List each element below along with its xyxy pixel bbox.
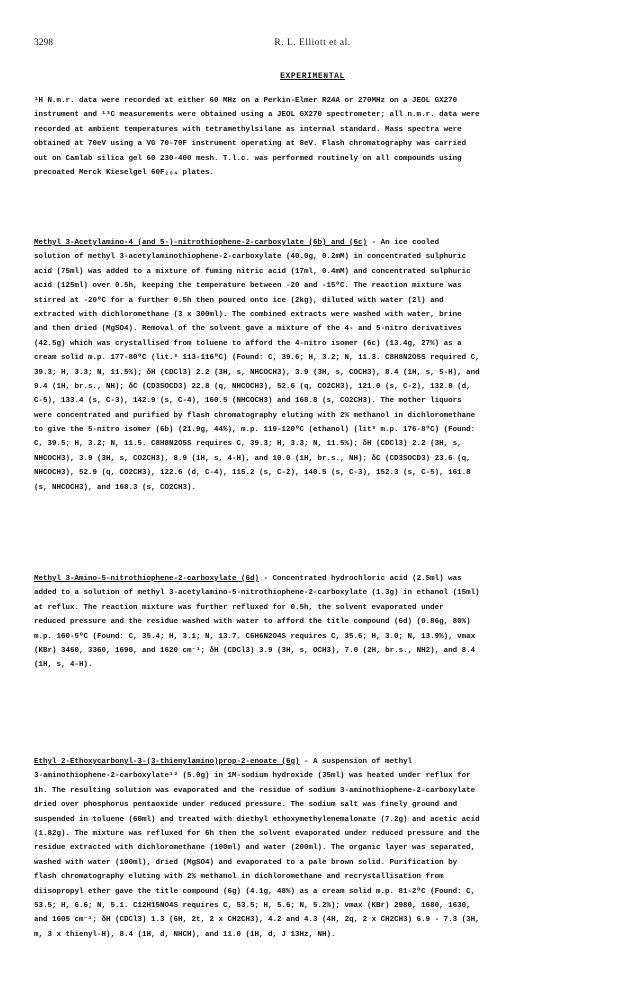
compound-title: Ethyl 2-Ethoxycarbonyl-3-(3-thienylamino)prop-2-enoate (6g) [34, 758, 300, 766]
page-header [34, 38, 591, 52]
text-line: to give the 5-nitro isomer (6b) (21.9g, 44%), m.p. 119-120ºC (ethanol) (lit⁹ m.p. 176-8ºC) (Found: [34, 426, 476, 435]
text-line: m.p. 160-5ºC (Found: C, 35.4; H, 3.1; N, 13.7. C6H6N2O4S requires C, 35.6; H, 3.0; N, 13.9%), νmax [34, 632, 476, 641]
text-line: (42.5g) which was crystallised from toluene to afford the 4-nitro isomer (6c) (13.4g, 27%) as a [34, 339, 462, 348]
text-line-rest: - An ice cooled [367, 239, 440, 247]
text-line: NHCOCH3), 52.9 (q, CO2CH3), 122.6 (d, C-4), 115.2 (s, C-2), 140.5 (s, C-3), 152.3 (s, C-5), 161.8 [34, 469, 471, 478]
text-line: diisopropyl ether gave the title compound (6g) (4.1g, 48%) as a cream solid m.p. 81-2ºC (Found: C, [34, 887, 476, 896]
paragraph-compound-6b-6c [34, 236, 594, 495]
text-line: residue extracted with dichloromethane (100ml) and water (200ml). The organic layer was separated, [34, 844, 476, 853]
text-line: cream solid m.p. 177-80ºC (lit.⁹ 113-116ºC) (Found: C, 39.6; H, 3.2; N, 11.3. C8H8N2O5S required C, [34, 354, 480, 363]
text-line: acid (125ml) over 0.5h, keeping the temperature between -20 and -15ºC. The reaction mixture was [34, 282, 462, 291]
text-line: C-5), 133.4 (s, C-3), 142.9 (s, C-4), 160.5 (NHCOCH3) and 168.8 (s, CO2CH3). The mother liquors [34, 397, 462, 406]
text-line: dried over phosphorus pentaoxide under reduced pressure. The sodium salt was finely ground and [34, 801, 458, 810]
compound-title: Methyl 3-Amino-5-nitrothiophene-2-carboxylate (6d) [34, 575, 260, 583]
text-line: at reflux. The reaction mixture was further refluxed for 0.5h, the solvent evaporated under [34, 603, 444, 612]
text-line: added to a solution of methyl 3-acetylamino-5-nitrothiophene-2-carboxylate (1.3g) in ethanol (15ml) [34, 589, 480, 598]
text-line: extracted with dichloromethane (3 x 300ml). The combined extracts were washed with water, brine [34, 310, 462, 319]
text-line: NHCOCH3), 3.9 (3H, s, CO2CH3), 8.9 (1H, s, 4-H), and 10.0 (1H, br.s., NH); δC (CD3SOCD3) 23.6 (q, [34, 454, 471, 463]
text-line: C, 39.5; H, 3.2; N, 11.5. C8H8N2O5S requires C, 39.3; H, 3.3; N, 11.5%); δH (CDCl3) 2.2 (3H, s, [34, 440, 462, 449]
text-line [34, 572, 594, 586]
running-head: R. L. Elliott et al. [274, 38, 351, 48]
text-line: 53.5; H, 6.6; N, 5.1. C12H15NO4S requires C, 53.5; H, 5.6; N, 5.2%); νmax (KBr) 2980, 1680, 1630, [34, 901, 471, 910]
text-line: m, 3 x thienyl-H), 8.4 (1H, d, NHCH), and 11.0 (1H, d, J 13Hz, NH). [34, 930, 336, 939]
text-line: suspended in toluene (60ml) and treated with diethyl ethoxymethylenemalonate (7.2g) and acetic acid [34, 815, 480, 824]
text-line: (1.82g). The mixture was refluxed for 6h then the solvent evaporated under reduced pressure and the [34, 829, 480, 838]
text-line: (KBr) 3460, 3360, 1690, and 1620 cm⁻¹; δH (CDCl3) 3.9 (3H, s, OCH3), 7.0 (2H, br.s., NH2), and 8.4 [34, 646, 476, 655]
text-line [34, 755, 594, 769]
page-number: 3298 [34, 38, 53, 48]
text-line: and then dried (MgSO4). Removal of the solvent gave a mixture of the 4- and 5-nitro derivatives [34, 325, 462, 334]
text-line [34, 236, 594, 250]
text-line: obtained at 70eV using a VG 70-70F instrument operating at 8eV. Flash chromatography was carried [34, 140, 467, 149]
paragraph-general-methods [34, 94, 594, 180]
text-line: 39.3; H, 3.3; N, 11.5%); δH (CDCl3) 2.2 (3H, s, NHCOCH3), 3.9 (3H, s, COCH3), 8.4 (1H, s, 5-H), and [34, 368, 480, 377]
text-line: (s, NHCOCH3), and 168.3 (s, CO2CH3). [34, 483, 197, 492]
text-line: reduced pressure and the residue washed with water to afford the title compound (6d) (0.86g, 80%) [34, 618, 471, 627]
text-line: 1h. The resulting solution was evaporated and the residue of sodium 3-aminothiophene-2-carboxylate [34, 786, 476, 795]
text-line-rest: - A suspension of methyl [299, 758, 413, 766]
text-line: solution of methyl 3-acetylaminothiophene-2-carboxylate (40.0g, 0.2mM) in concentrated sulphuric [34, 253, 467, 262]
text-line: recorded at ambient temperatures with tetramethylsilane as internal standard. Mass spectra were [34, 125, 462, 134]
paragraph-compound-6g [34, 755, 594, 942]
text-line-rest: - Concentrated hydrochloric acid (2.5ml) was [259, 575, 462, 583]
text-line: (1H, s, 4-H). [34, 661, 93, 670]
text-line: were concentrated and purified by flash chromatography eluting with 2% methanol in dichloromethane [34, 411, 476, 420]
text-line: and 1605 cm⁻¹; δH (CDCl3) 1.3 (6H, 2t, 2 x CH2CH3), 4.2 and 4.3 (4H, 2q, 2 x CH2CH3) 6.9 - 7.3 (3H, [34, 916, 480, 925]
text-line: washed with water (100ml), dried (MgSO4) and evaporated to a pale brown solid. Purification by [34, 858, 458, 867]
text-line: precoated Merck Kieselgel 60F₂₅₄ plates. [34, 168, 215, 177]
text-line: 9.4 (1H, br.s., NH); δC (CD3SOCD3) 22.8 (q, NHCOCH3), 52.6 (q, CO2CH3), 121.0 (s, C-2), 132.8 (d, [34, 382, 471, 391]
text-line: ¹H N.m.r. data were recorded at either 60 MHz on a Perkin-Elmer R24A or 270MHz on a JEOL GX270 [34, 97, 458, 105]
text-line: out on Camlab silica gel 60 230-400 mesh. T.l.c. was performed routinely on all compounds using [34, 154, 462, 163]
text-line: stirred at -20ºC for a further 0.5h then poured onto ice (2kg), diluted with water (2l) and [34, 296, 444, 305]
paragraph-compound-6d [34, 572, 594, 673]
text-line: instrument and ¹³C measurements were obtained using a JEOL GX270 spectrometer; all n.m.r. data were [34, 111, 480, 120]
text-line: flash chromatography eluting with 2% methanol in dichloromethane and recrystallisation from [34, 873, 444, 882]
text-line: acid (75ml) was added to a mixture of fuming nitric acid (17ml, 0.4mM) and concentrated sulphuric [34, 267, 471, 276]
section-heading: EXPERIMENTAL [280, 72, 345, 81]
text-line: 3-aminothiophene-2-carboxylate¹² (5.0g) in 1M-sodium hydroxide (35ml) was heated under reflux for [34, 772, 471, 781]
compound-title: Methyl 3-Acetylamino-4 (and 5-)-nitrothiophene-2-carboxylate (6b) and (6c) [34, 239, 368, 247]
